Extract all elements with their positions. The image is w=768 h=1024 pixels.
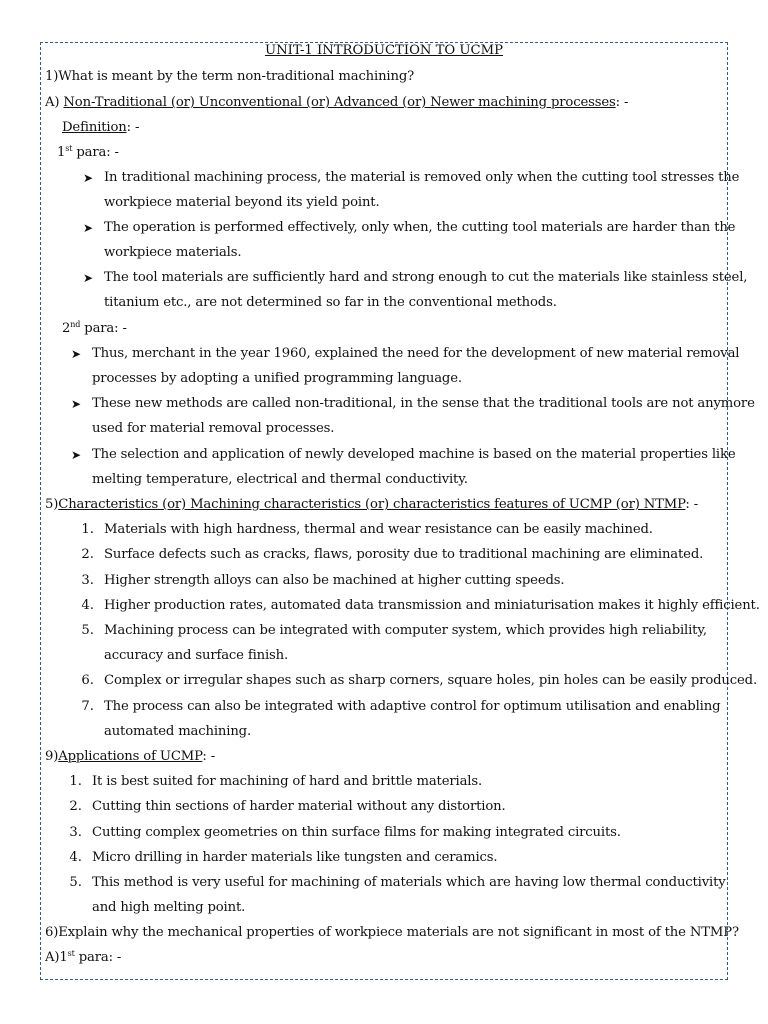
bullet-arrow-icon: ➤ [83,271,94,285]
bullet-arrow-icon: ➤ [71,347,82,361]
list-item-continuation: accuracy and surface finish. [104,648,289,663]
list-item: Micro drilling in harder materials like tungsten and ceramics. [92,850,498,865]
list-item: Machining process can be integrated with computer system, which provides high reliability, [104,623,707,638]
list-number: 1. [69,774,82,789]
list-item: The process can also be integrated with adaptive control for optimum utilisation and enabling [104,699,721,714]
list-item: Higher production rates, automated data transmission and miniaturisation makes it highly efficient. [104,598,760,613]
list-item-continuation: workpiece materials. [104,245,242,260]
list-item: The selection and application of newly developed machine is based on the material properties like [92,447,736,462]
list-item: This method is very useful for machining of materials which are having low thermal conductivity [92,875,726,890]
question-5-heading: 5)Characteristics (or) Machining characteristics (or) characteristics features of UCMP (or) NTMP: - [45,497,699,512]
list-item-continuation: automated machining. [104,724,252,739]
bullet-arrow-icon: ➤ [83,171,94,185]
list-item: Surface defects such as cracks, flaws, porosity due to traditional machining are eliminated. [104,547,704,562]
list-item: Cutting complex geometries on thin surface films for making integrated circuits. [92,825,621,840]
answer-1-heading: A) Non-Traditional (or) Unconventional (or) Advanced (or) Newer machining processes: - [45,95,629,110]
list-item: Materials with high hardness, thermal and wear resistance can be easily machined. [104,522,653,537]
list-number: 5. [69,875,82,890]
list-item: The tool materials are sufficiently hard and strong enough to cut the materials like stainless steel, [104,270,748,285]
list-item: Thus, merchant in the year 1960, explained the need for the development of new material removal [92,346,740,361]
list-number: 3. [81,573,94,588]
para-1-label: 1st para: - [57,144,119,160]
list-number: 4. [81,598,94,613]
para-2-label: 2nd para: - [62,320,127,336]
bullet-arrow-icon: ➤ [83,221,94,235]
question-1: 1)What is meant by the term non-traditional machining? [45,69,415,84]
list-item-continuation: titanium etc., are not determined so far in the conventional methods. [104,295,557,310]
list-item-continuation: processes by adopting a unified programming language. [92,371,462,386]
list-number: 7. [81,699,94,714]
list-item-continuation: and high melting point. [92,900,246,915]
list-item-continuation: workpiece material beyond its yield point. [104,195,380,210]
list-number: 5. [81,623,94,638]
list-item: In traditional machining process, the material is removed only when the cutting tool stresses the [104,170,740,185]
list-item: The operation is performed effectively, only when, the cutting tool materials are harder than the [104,220,736,235]
list-number: 6. [81,673,94,688]
list-number: 3. [69,825,82,840]
list-number: 2. [69,799,82,814]
bullet-arrow-icon: ➤ [71,448,82,462]
list-number: 1. [81,522,94,537]
list-item: Higher strength alloys can also be machined at higher cutting speeds. [104,573,565,588]
list-item: Cutting thin sections of harder material without any distortion. [92,799,506,814]
definition-label: Definition: - [62,120,140,135]
list-number: 4. [69,850,82,865]
list-item-continuation: used for material removal processes. [92,421,335,436]
bullet-arrow-icon: ➤ [71,397,82,411]
list-item: It is best suited for machining of hard and brittle materials. [92,774,483,789]
question-9-heading: 9)Applications of UCMP: - [45,749,216,764]
list-item-continuation: melting temperature, electrical and thermal conductivity. [92,472,468,487]
page-title: UNIT-1 INTRODUCTION TO UCMP [265,43,503,58]
list-item: Complex or irregular shapes such as sharp corners, square holes, pin holes can be easily produced. [104,673,757,688]
question-6: 6)Explain why the mechanical properties of workpiece materials are not significant in most of the NTMP? [45,925,739,940]
list-number: 2. [81,547,94,562]
answer-6-para-label: A)1st para: - [45,949,122,965]
list-item: These new methods are called non-traditional, in the sense that the traditional tools are not anymore [92,396,755,411]
